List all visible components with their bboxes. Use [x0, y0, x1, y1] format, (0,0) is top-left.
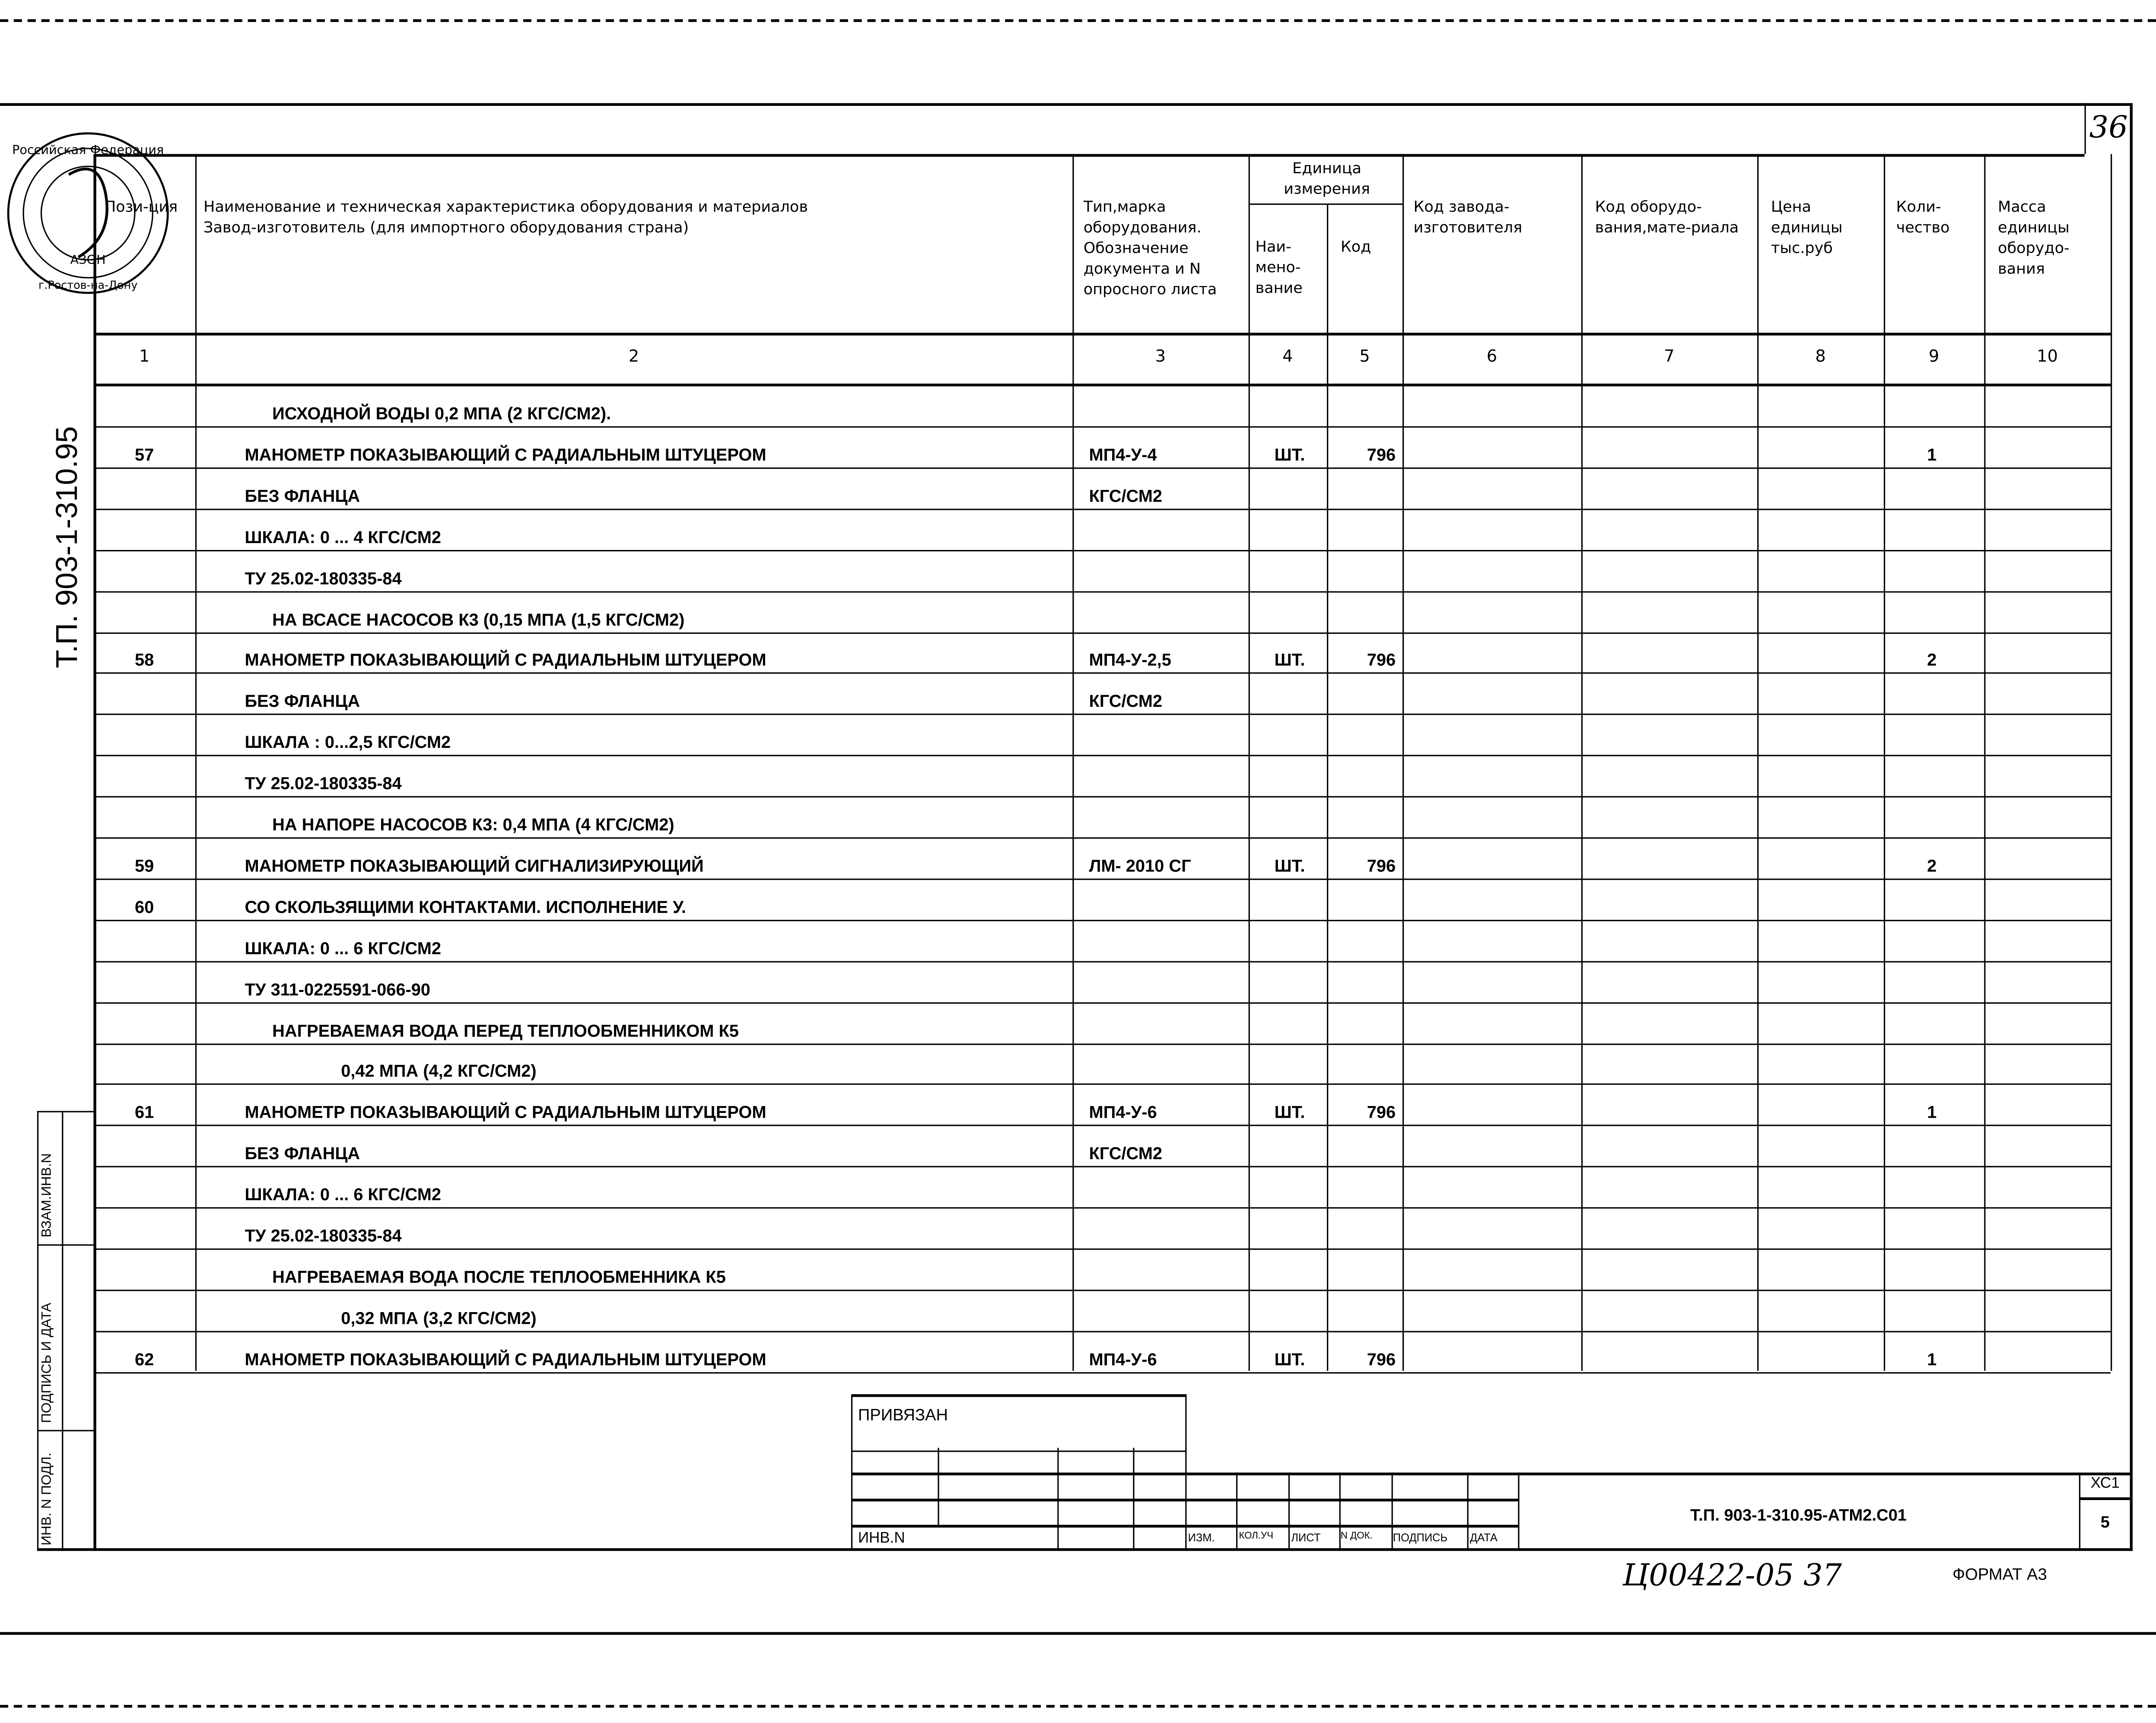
frame-bottom — [37, 1548, 2133, 1551]
cell-unit-code: 796 — [1367, 445, 1396, 465]
cell-unit: ШТ. — [1274, 1350, 1305, 1369]
cell-name: ТУ 25.02-180335-84 — [245, 569, 402, 588]
svg-text:г.Ростов-на-Дону: г.Ростов-на-Дону — [38, 279, 138, 292]
attached-label: ПРИВЯЗАН — [858, 1405, 948, 1424]
header-manufacturer-code: Код завода-изготовителя — [1413, 198, 1523, 237]
side-sign-date: ПОДПИСЬ И ДАТА — [40, 1303, 55, 1423]
cell-unit: ШТ. — [1274, 856, 1305, 876]
cell-position: 60 — [135, 897, 154, 917]
table-row — [93, 426, 2111, 469]
bottom-line — [0, 1632, 2156, 1635]
col-number: 8 — [1815, 346, 1826, 366]
table-row — [93, 1248, 2111, 1291]
col-number: 9 — [1928, 346, 1940, 366]
cell-quantity: 2 — [1927, 856, 1937, 876]
cell-name: МАНОМЕТР ПОКАЗЫВАЮЩИЙ С РАДИАЛЬНЫМ ШТУЦЕРОМ — [245, 1350, 766, 1369]
col-number: 1 — [139, 346, 150, 366]
header-quantity: Коли-чество — [1896, 198, 1950, 237]
table-row — [93, 1166, 2111, 1209]
cell-position: 58 — [135, 651, 154, 671]
cell-quantity: 1 — [1927, 1350, 1937, 1369]
cell-unit-code: 796 — [1367, 856, 1396, 876]
cell-unit-code: 796 — [1367, 651, 1396, 671]
cell-name: 0,32 МПА (3,2 КГС/СМ2) — [341, 1308, 537, 1328]
table-row — [93, 550, 2111, 592]
cell-name: ТУ 311-0225591-066-90 — [245, 979, 430, 999]
rev-col-change: ИЗМ. — [1188, 1532, 1215, 1544]
cell-name: МАНОМЕТР ПОКАЗЫВАЮЩИЙ С РАДИАЛЬНЫМ ШТУЦЕРОМ — [245, 651, 766, 671]
table-row — [93, 508, 2111, 551]
cell-type: МП4-У-2,5 — [1089, 651, 1171, 671]
header-equipment-code: Код оборудо-вания,мате-риала — [1595, 198, 1739, 237]
format-label: ФОРМАТ А3 — [1952, 1564, 2047, 1584]
table-row — [93, 1043, 2111, 1086]
cell-name: НАГРЕВАЕМАЯ ВОДА ПОСЛЕ ТЕПЛООБМЕННИКА К5 — [272, 1267, 726, 1287]
table-row — [93, 385, 2111, 428]
header-type: Тип,марка оборудования. Обозначение документа и N опросного листа — [1083, 198, 1217, 299]
col-number: 6 — [1486, 346, 1498, 366]
rev-col-signature: ПОДПИСЬ — [1393, 1532, 1448, 1544]
cell-unit: ШТ. — [1274, 445, 1305, 465]
bottom-cut-line — [0, 1705, 2156, 1707]
cell-quantity: 2 — [1927, 651, 1937, 671]
side-document-label: Т.П. 903-1-310.95 — [49, 426, 84, 668]
cell-name: БЕЗ ФЛАНЦА — [245, 692, 360, 712]
cell-type: МП4-У-4 — [1089, 445, 1157, 465]
frame-right — [2130, 103, 2133, 1551]
header-position: Пози-ция — [104, 198, 178, 216]
frame-top — [0, 103, 2131, 106]
table-row — [93, 1125, 2111, 1168]
cell-name: БЕЗ ФЛАНЦА — [245, 486, 360, 506]
cell-type: КГС/СМ2 — [1089, 486, 1163, 506]
cell-name: БЕЗ ФЛАНЦА — [245, 1144, 360, 1164]
cell-name: МАНОМЕТР ПОКАЗЫВАЮЩИЙ СИГНАЛИЗИРУЮЩИЙ — [245, 856, 704, 876]
cell-unit-code: 796 — [1367, 1103, 1396, 1122]
header-unit-group: Единица измерения — [1284, 159, 1370, 198]
cell-name: ШКАЛА: 0 ... 6 КГС/СМ2 — [245, 938, 442, 958]
cell-position: 57 — [135, 445, 154, 465]
table-row — [93, 591, 2111, 633]
col-number: 7 — [1664, 346, 1675, 366]
table-row — [93, 755, 2111, 798]
cell-name: ШКАЛА : 0...2,5 КГС/СМ2 — [245, 733, 451, 753]
header-bottom — [93, 333, 2111, 335]
side-inv-original: ИНВ. N ПОДЛ. — [40, 1453, 55, 1546]
cell-position: 59 — [135, 856, 154, 876]
table-row — [93, 796, 2111, 839]
svg-text:АЗОН: АЗОН — [70, 252, 106, 267]
cell-name: ТУ 25.02-180335-84 — [245, 1226, 402, 1246]
table-row — [93, 878, 2111, 921]
cell-unit: ШТ. — [1274, 1103, 1305, 1122]
table-row — [93, 1001, 2111, 1044]
table-row — [93, 1331, 2111, 1373]
rev-col-doc: N ДОК. — [1340, 1532, 1373, 1542]
cell-type: МП4-У-6 — [1089, 1103, 1157, 1122]
table-row — [93, 1207, 2111, 1250]
cell-name: МАНОМЕТР ПОКАЗЫВАЮЩИЙ С РАДИАЛЬНЫМ ШТУЦЕРОМ — [245, 1103, 766, 1122]
header-unit-code: Код — [1340, 238, 1371, 256]
rev-col-sheet: ЛИСТ — [1291, 1532, 1321, 1544]
table-top — [93, 154, 2084, 156]
document-designation: Т.П. 903-1-310.95-АТМ2.С01 — [1690, 1505, 1907, 1525]
handwritten-code: Ц00422-05 37 — [1622, 1559, 1842, 1594]
top-cut-line — [0, 19, 2156, 22]
col-number: 5 — [1359, 346, 1370, 366]
sheet-label: ХС1 — [2090, 1475, 2120, 1492]
svg-text:Российская Федерация: Российская Федерация — [12, 142, 164, 157]
cell-quantity: 1 — [1927, 1103, 1937, 1122]
header-unit-name: Наи-мено-вание — [1255, 238, 1303, 297]
cell-name: ШКАЛА: 0 ... 6 КГС/СМ2 — [245, 1185, 442, 1205]
sheet-value: 5 — [2100, 1512, 2110, 1532]
rev-col-count: КОЛ.УЧ — [1239, 1532, 1274, 1542]
inv-number-label: ИНВ.N — [858, 1530, 905, 1547]
cell-name: ИСХОДНОЙ ВОДЫ 0,2 МПА (2 КГС/СМ2). — [272, 404, 611, 424]
cell-name: НА ВСАСЕ НАСОСОВ К3 (0,15 МПА (1,5 КГС/СМ2) — [272, 610, 685, 629]
table-row — [93, 632, 2111, 674]
unit-group-divider — [1249, 203, 1402, 205]
table-row — [93, 960, 2111, 1003]
cell-name: ТУ 25.02-180335-84 — [245, 774, 402, 794]
cell-type: ЛМ- 2010 СГ — [1089, 856, 1191, 876]
cell-name: ШКАЛА: 0 ... 4 КГС/СМ2 — [245, 528, 442, 547]
col-number: 10 — [2037, 346, 2058, 366]
header-mass: Масса единицы оборудо-вания — [1998, 198, 2070, 278]
cell-type: МП4-У-6 — [1089, 1350, 1157, 1369]
header-price: Цена единицы тыс.руб — [1771, 198, 1843, 257]
cell-name: СО СКОЛЬЗЯЩИМИ КОНТАКТАМИ. ИСПОЛНЕНИЕ У. — [245, 897, 686, 917]
cell-position: 62 — [135, 1350, 154, 1369]
cell-type: КГС/СМ2 — [1089, 1144, 1163, 1164]
cell-unit: ШТ. — [1274, 651, 1305, 671]
cell-quantity: 1 — [1927, 445, 1937, 465]
table-row — [93, 714, 2111, 757]
cell-name: НА НАПОРЕ НАСОСОВ К3: 0,4 МПА (4 КГС/СМ2) — [272, 815, 674, 835]
col-number: 2 — [628, 346, 639, 366]
header-name-line2: Завод-изготовитель (для импортного оборудования страна) — [203, 219, 689, 237]
table-row — [93, 919, 2111, 962]
cell-position: 61 — [135, 1103, 154, 1122]
col-number: 3 — [1155, 346, 1166, 366]
cell-type: КГС/СМ2 — [1089, 692, 1163, 712]
table-row — [93, 467, 2111, 510]
header-name-line1: Наименование и техническая характеристика оборудования и материалов — [203, 198, 808, 216]
side-replace-inv: ВЗАМ.ИНВ.N — [40, 1153, 55, 1238]
cell-name: НАГРЕВАЕМАЯ ВОДА ПЕРЕД ТЕПЛООБМЕННИКОМ К5 — [272, 1020, 739, 1040]
table-row — [93, 1289, 2111, 1332]
table-row — [93, 837, 2111, 880]
cell-name: 0,42 МПА (4,2 КГС/СМ2) — [341, 1062, 537, 1081]
table-row — [93, 1084, 2111, 1127]
col-number: 4 — [1282, 346, 1293, 366]
cell-name: МАНОМЕТР ПОКАЗЫВАЮЩИЙ С РАДИАЛЬНЫМ ШТУЦЕРОМ — [245, 445, 766, 465]
cell-unit-code: 796 — [1367, 1350, 1396, 1369]
table-row — [93, 673, 2111, 715]
rev-col-date: ДАТА — [1469, 1532, 1498, 1544]
sheet-number: 36 — [2085, 103, 2131, 154]
